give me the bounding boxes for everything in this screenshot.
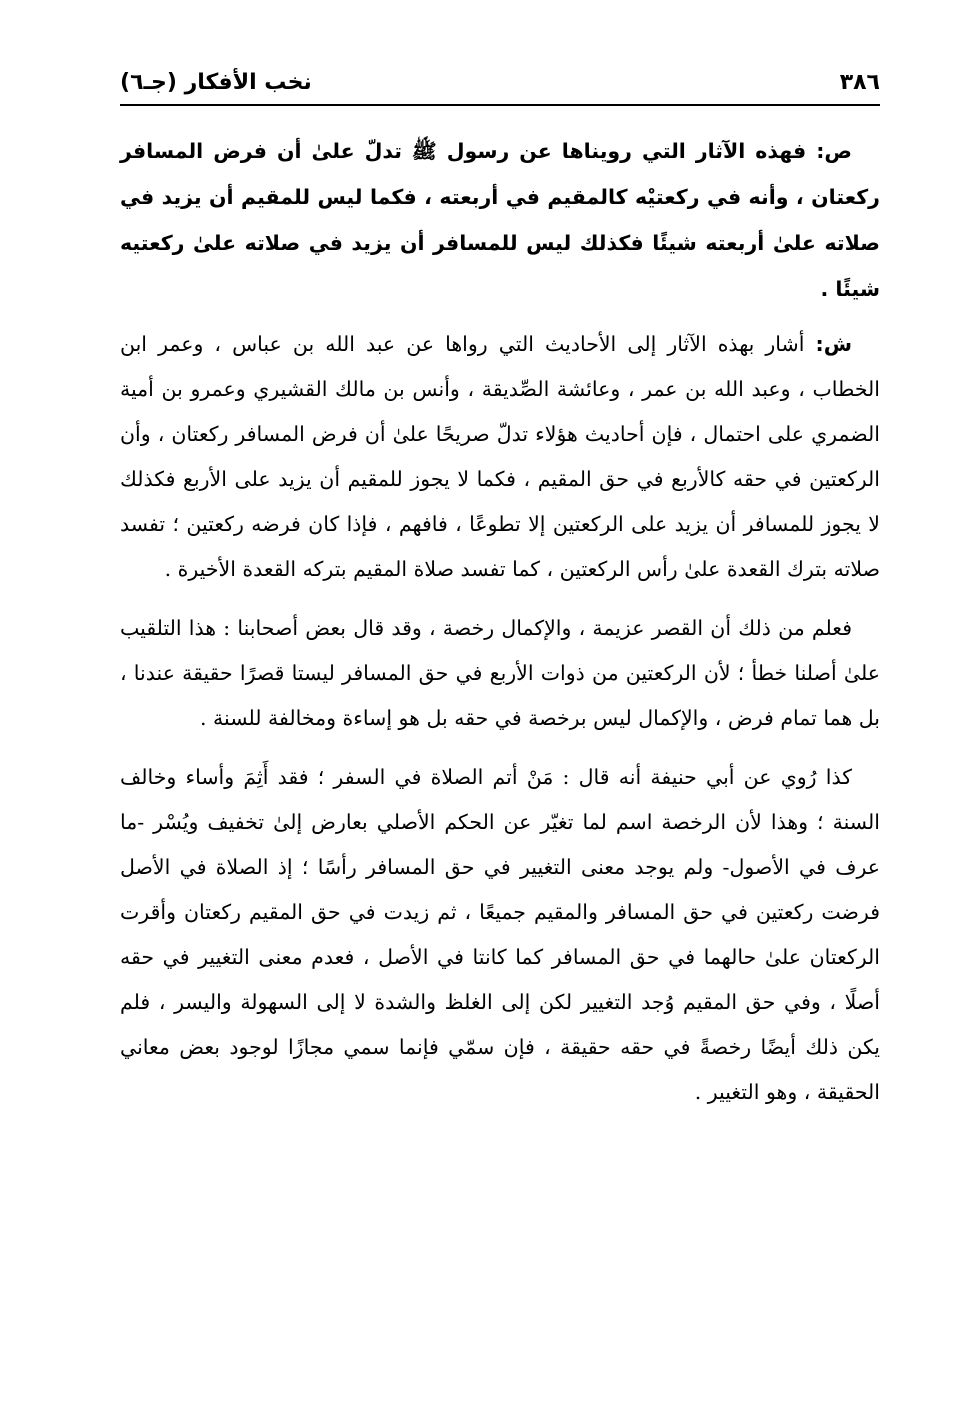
paragraph-text: فعلم من ذلك أن القصر عزيمة ، والإكمال رخصة ، وقد قال بعض أصحابنا : هذا التلقيب علىٰ أصلنا خطأ ؛ لأن الركعتين من ذوات الأربع في حق المسافر ليستا قصرًا حقيقة عندنا ، بل هما تمام فرض ، والإكمال ليس برخصة في حقه بل هو إساءة ومخالفة للسنة .	[120, 616, 880, 730]
document-page	[120, 62, 880, 1125]
book-title: نخب الأفكار (جـ٦)	[120, 70, 312, 95]
paragraph-marker-shin: ش:	[815, 332, 852, 356]
commentary-paragraph	[120, 322, 880, 592]
body-paragraph	[120, 606, 880, 741]
paragraph-text: كذا رُوي عن أبي حنيفة أنه قال : مَنْ أتم الصلاة في السفر ؛ فقد أَثِمَ وأساء وخالف السنة ؛ وهذا لأن الرخصة اسم لما تغيّر عن الحكم الأصلي بعارض إلىٰ تخفيف ويُسْر -ما عرف في الأصول- ولم يوجد معنى التغيير في حق المسافر رأسًا ؛ إذ الصلاة في الأصل فرضت ركعتين في حق المسافر والمقيم جميعًا ، ثم زيدت في حق المقيم ركعتان وأقرت الركعتان علىٰ حالهما في حق المسافر كما كانتا في الأصل ، فعدم معنى التغيير في حقه أصلًا ، وفي حق المقيم وُجد التغيير لكن إلى الغلظ والشدة لا إلى السهولة واليسر ، فلم يكن ذلك أيضًا رخصةً في حقه حقيقة ، فإن سمّي فإنما سمي مجازًا لوجود بعض معاني الحقيقة ، وهو التغيير .	[120, 765, 880, 1104]
running-header	[120, 62, 880, 98]
body-paragraph	[120, 755, 880, 1115]
quote-paragraph	[120, 128, 880, 312]
header-rule	[120, 104, 880, 106]
paragraph-text: أشار بهذه الآثار إلى الأحاديث التي رواها عن عبد الله بن عباس ، وعمر ابن الخطاب ، وعبد الله بن عمر ، وعائشة الصِّديقة ، وأنس بن مالك القشيري وعمرو بن أمية الضمري على احتمال ، فإن أحاديث هؤلاء تدلّ صريحًا علىٰ أن فرض المسافر ركعتان ، وأن الركعتين في حقه كالأربع في حق المقيم ، فكما لا يجوز للمقيم أن يزيد على الأربع فكذلك لا يجوز للمسافر أن يزيد على الركعتين إلا تطوعًا ، فافهم ، فإذا كان فرضه ركعتين ؛ تفسد صلاته بترك القعدة علىٰ رأس الركعتين ، كما تفسد صلاة المقيم بتركه القعدة الأخيرة .	[120, 332, 880, 581]
page-number: ٣٨٦	[839, 70, 880, 95]
paragraph-text: فهذه الآثار التي رويناها عن رسول ﷺ تدلّ علىٰ أن فرض المسافر ركعتان ، وأنه في ركعتيْه كالمقيم في أربعته ، فكما ليس للمقيم أن يزيد في صلاته علىٰ أربعته شيئًا فكذلك ليس للمسافر أن يزيد في صلاته علىٰ ركعتيه شيئًا .	[120, 139, 880, 301]
paragraph-marker-sad: ص:	[816, 139, 853, 163]
